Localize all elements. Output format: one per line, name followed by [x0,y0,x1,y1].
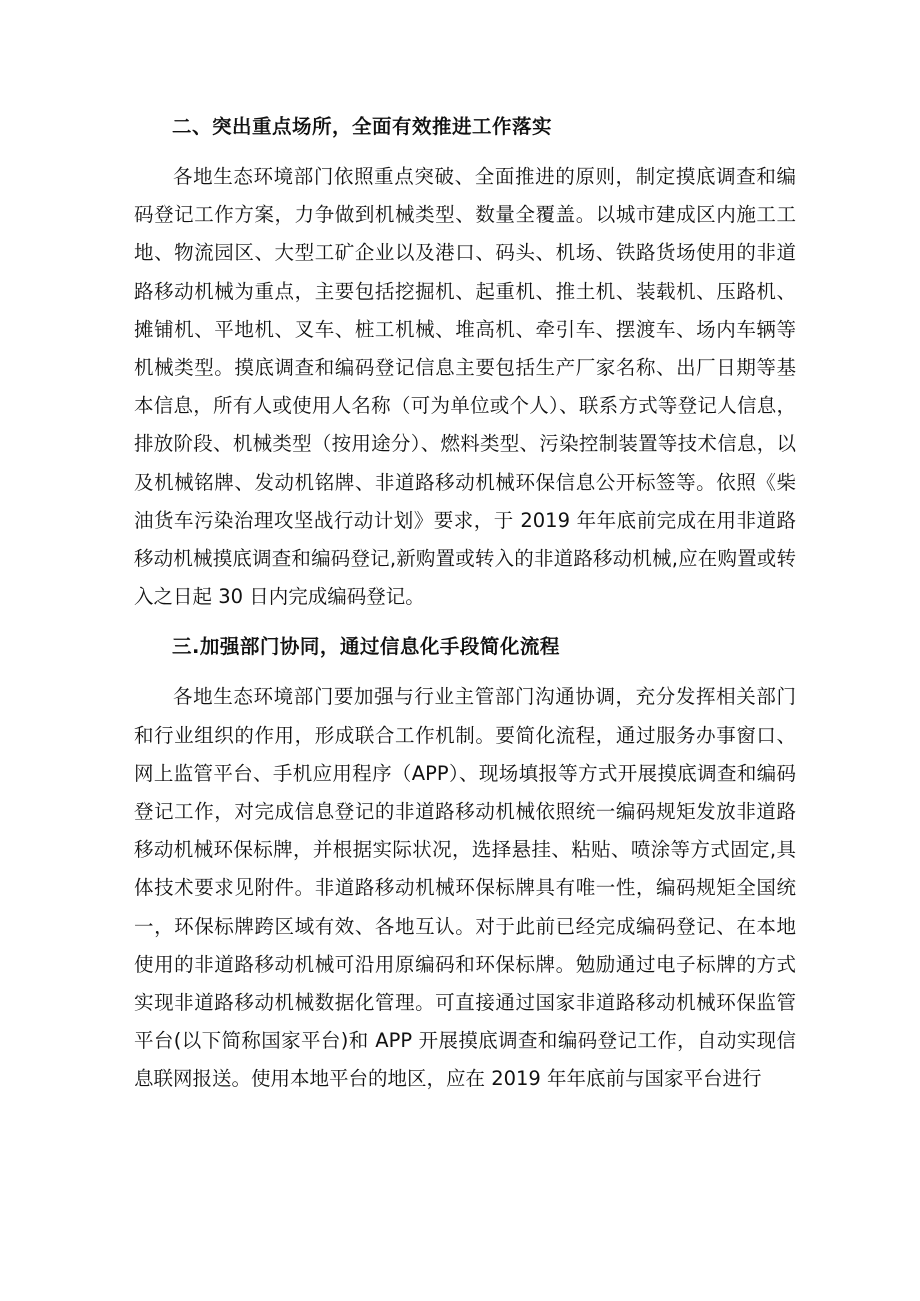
section-2-paragraph: 各地生态环境部门依照重点突破、全面推进的原则，制定摸底调查和编码登记工作方案，力争做到机械类型、数量全覆盖。以城市建成区内施工工地、物流园区、大型工矿企业以及港口、码头、机场、铁路货场使用的非道路移动机械为重点，主要包括挖掘机、起重机、推土机、装载机、压路机、摊铺机、平地机、叉车、桩工机械、堆高机、牵引车、摆渡车、场内车辆等机械类型。摸底调查和编码登记信息主要包括生产厂家名称、出厂日期等基本信息，所有人或使用人名称（可为单位或个人）、联系方式等登记人信息，排放阶段、机械类型（按用途分）、燃料类型、污染控制装置等技术信息，以及机械铭牌、发动机铭牌、非道路移动机械环保信息公开标签等。依照《柴油货车污染治理攻坚战行动计划》要求，于 2019 年年底前完成在用非道路移动机械摸底调查和编码登记,新购置或转入的非道路移动机械,应在购置或转入之日起 30 日内完成编码登记。 [134,165,796,609]
section-3-paragraph: 各地生态环境部门要加强与行业主管部门沟通协调，充分发挥相关部门和行业组织的作用，形成联合工作机制。要简化流程，通过服务办事窗口、网上监管平台、手机应用程序（APP）、现场填报等方式开展摸底调查和编码登记工作，对完成信息登记的非道路移动机械依照统一编码规矩发放非道路移动机械环保标牌，并根据实际状况，选择悬挂、粘贴、喷涂等方式固定,具体技术要求见附件。非道路移动机械环保标牌具有唯一性，编码规矩全国统一，环保标牌跨区域有效、各地互认。对于此前已经完成编码登记、在本地使用的非道路移动机械可沿用原编码和环保标牌。勉励通过电子标牌的方式实现非道路移动机械数据化管理。可直接通过国家非道路移动机械环保监管平台(以下简称国家平台)和 APP 开展摸底调查和编码登记工作，自动实现信息联网报送。使用本地平台的地区，应在 2019 年年底前与国家平台进行 [134,685,796,1091]
document-body [134,108,796,1099]
section-2-heading: 二、突出重点场所，全面有效推进工作落实 [172,115,553,138]
section-3-heading: 三.加强部门协同，通过信息化手段简化流程 [172,635,560,659]
